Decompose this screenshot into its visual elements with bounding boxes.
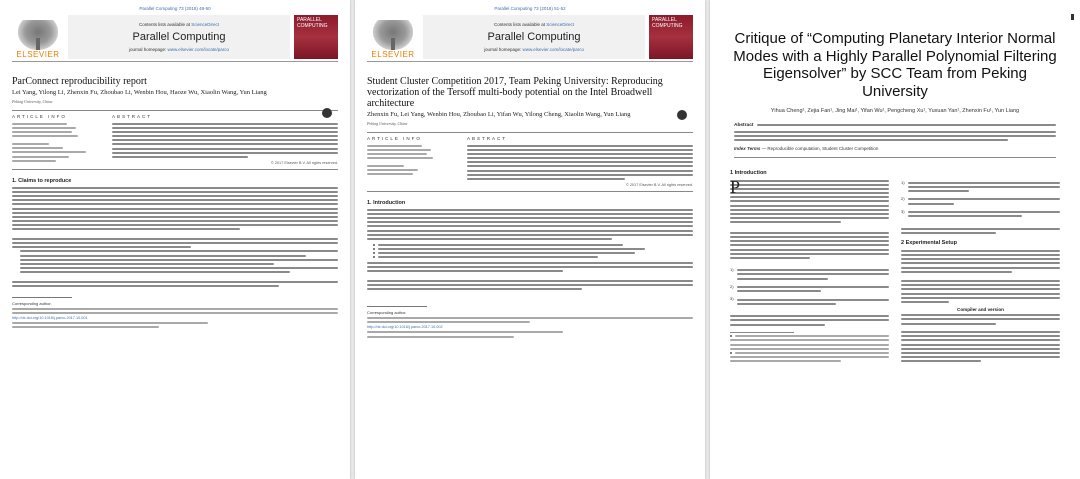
- publisher-name: ELSEVIER: [371, 50, 415, 59]
- crossmark-icon[interactable]: [322, 108, 332, 118]
- bullet-list: [373, 244, 687, 258]
- abstract-column: [112, 114, 338, 166]
- doi-link[interactable]: http://dx.doi.org/10.1016/j.parco.2017.10.002: [367, 325, 443, 330]
- journal-banner: [423, 15, 645, 59]
- journal-citation-link[interactable]: Parallel Computing 73 (2018) 48-50: [139, 6, 211, 11]
- index-terms: Index Terms — Reproducible computation, Student Cluster Competition: [734, 145, 879, 151]
- availability-prefix: Contents lists available at: [493, 22, 545, 27]
- author-list: Zhenxin Fu, Lei Yang, Wenbin Hou, Zhoubao Li, Yifan Wu, Yilong Cheng, Xiaolin Wang, Yun Liang: [367, 111, 631, 118]
- article-info-abstract: [367, 132, 693, 188]
- article-title: ParConnect reproducibility report: [12, 76, 147, 87]
- enum-item: 2): [730, 284, 889, 295]
- homepage-line: [129, 47, 229, 52]
- page-marker: [1071, 14, 1074, 20]
- enum-item: 3): [730, 296, 889, 307]
- journal-name: Parallel Computing: [487, 31, 581, 43]
- left-column: [730, 164, 889, 365]
- crossmark-icon[interactable]: [677, 110, 687, 120]
- section-title-introduction: 1 Introduction: [730, 169, 767, 176]
- abstract-label: Abstract: [734, 122, 754, 128]
- elsevier-logo: [12, 15, 64, 59]
- footnote-label: Corresponding author.: [367, 309, 407, 315]
- section-title: 1. Introduction: [367, 199, 406, 206]
- author-list: Yihua Cheng¹, Zejia Fan¹, Jing Mai¹, Yifan Wu¹, Pengcheng Xu¹, Yuxuan Yan¹, Zhenxin Fu¹, Yun Liang: [770, 108, 1020, 114]
- section-title: 1. Claims to reproduce: [12, 177, 72, 184]
- right-column: [901, 164, 1060, 365]
- paper-title: Critique of “Computing Planetary Interior Normal Modes with a Highly Parallel Polynomial Filtering Eigensolver” by SCC Team from Peking University: [733, 30, 1057, 100]
- abstract-label: ABSTRACT: [467, 135, 508, 141]
- abstract-block: [734, 122, 1056, 141]
- article-info-label: ARTICLE INFO: [12, 113, 67, 119]
- body-text: [367, 209, 693, 240]
- abstract-label: ABSTRACT: [112, 113, 153, 119]
- affiliation: Peking University, China: [367, 120, 408, 126]
- homepage-line: [484, 47, 584, 52]
- footnote-label: Corresponding author.: [12, 300, 52, 306]
- journal-cover: PARALLEL COMPUTING: [649, 15, 693, 59]
- journal-header: [12, 15, 338, 62]
- paper-page-2: [355, 0, 705, 479]
- enum-item: 1): [901, 180, 1060, 195]
- journal-cover: PARALLEL COMPUTING: [294, 15, 338, 59]
- paper-page-1: [0, 0, 350, 479]
- body-text: [12, 187, 338, 287]
- homepage-link[interactable]: www.elsevier.com/locate/parco: [167, 47, 230, 52]
- article-info-column: [12, 114, 104, 166]
- publisher-name: ELSEVIER: [16, 50, 60, 59]
- homepage-prefix: journal homepage:: [128, 47, 167, 52]
- elsevier-logo: [367, 15, 419, 59]
- journal-name: Parallel Computing: [132, 31, 226, 43]
- copyright-notice: © 2017 Elsevier B.V. All rights reserved.: [625, 183, 693, 187]
- elsevier-tree-icon: [18, 20, 58, 50]
- availability-line: [494, 22, 574, 27]
- enum-item: 3): [901, 209, 1060, 220]
- affiliation: Peking University, China: [12, 98, 53, 104]
- homepage-link[interactable]: www.elsevier.com/locate/parco: [522, 47, 585, 52]
- journal-banner: [68, 15, 290, 59]
- enum-item: 1): [730, 267, 889, 282]
- journal-header: [367, 15, 693, 62]
- two-column-body: [724, 164, 1066, 365]
- subsection-title: Compiler and version: [957, 307, 1004, 313]
- article-info-abstract: [12, 110, 338, 166]
- index-terms-label: Index Terms: [734, 145, 761, 151]
- article-info-column: [367, 136, 459, 188]
- copyright-notice: © 2017 Elsevier B.V. All rights reserved.: [270, 161, 338, 165]
- enum-item: 2): [901, 196, 1060, 207]
- dropcap: P: [730, 176, 741, 197]
- paper-page-3: [710, 0, 1080, 479]
- abstract-column: [467, 136, 693, 188]
- availability-prefix: Contents lists available at: [138, 22, 190, 27]
- section-title-experimental-setup: 2 Experimental Setup: [901, 239, 957, 246]
- index-terms-text: Reproducible computation, Student Cluster Competition: [767, 145, 879, 151]
- sciencedirect-link[interactable]: ScienceDirect: [546, 22, 575, 27]
- article-info-label: ARTICLE INFO: [367, 135, 422, 141]
- doi-link[interactable]: http://dx.doi.org/10.1016/j.parco.2017.10.001: [12, 316, 88, 321]
- journal-citation-link[interactable]: Parallel Computing 73 (2018) 51-52: [494, 6, 566, 11]
- elsevier-tree-icon: [373, 20, 413, 50]
- homepage-prefix: journal homepage:: [483, 47, 522, 52]
- article-title: Student Cluster Competition 2017, Team Peking University: Reproducing vectorization of the Tersoff multi-body potential on the Intel Broadwell architecture: [367, 76, 663, 109]
- availability-line: [139, 22, 219, 27]
- author-list: Lei Yang, Yilong Li, Zhenxin Fu, Zhoubao Li, Wenbin Hou, Haoze Wu, Xiaolin Wang, Yun Liang: [12, 89, 267, 96]
- sciencedirect-link[interactable]: ScienceDirect: [191, 22, 220, 27]
